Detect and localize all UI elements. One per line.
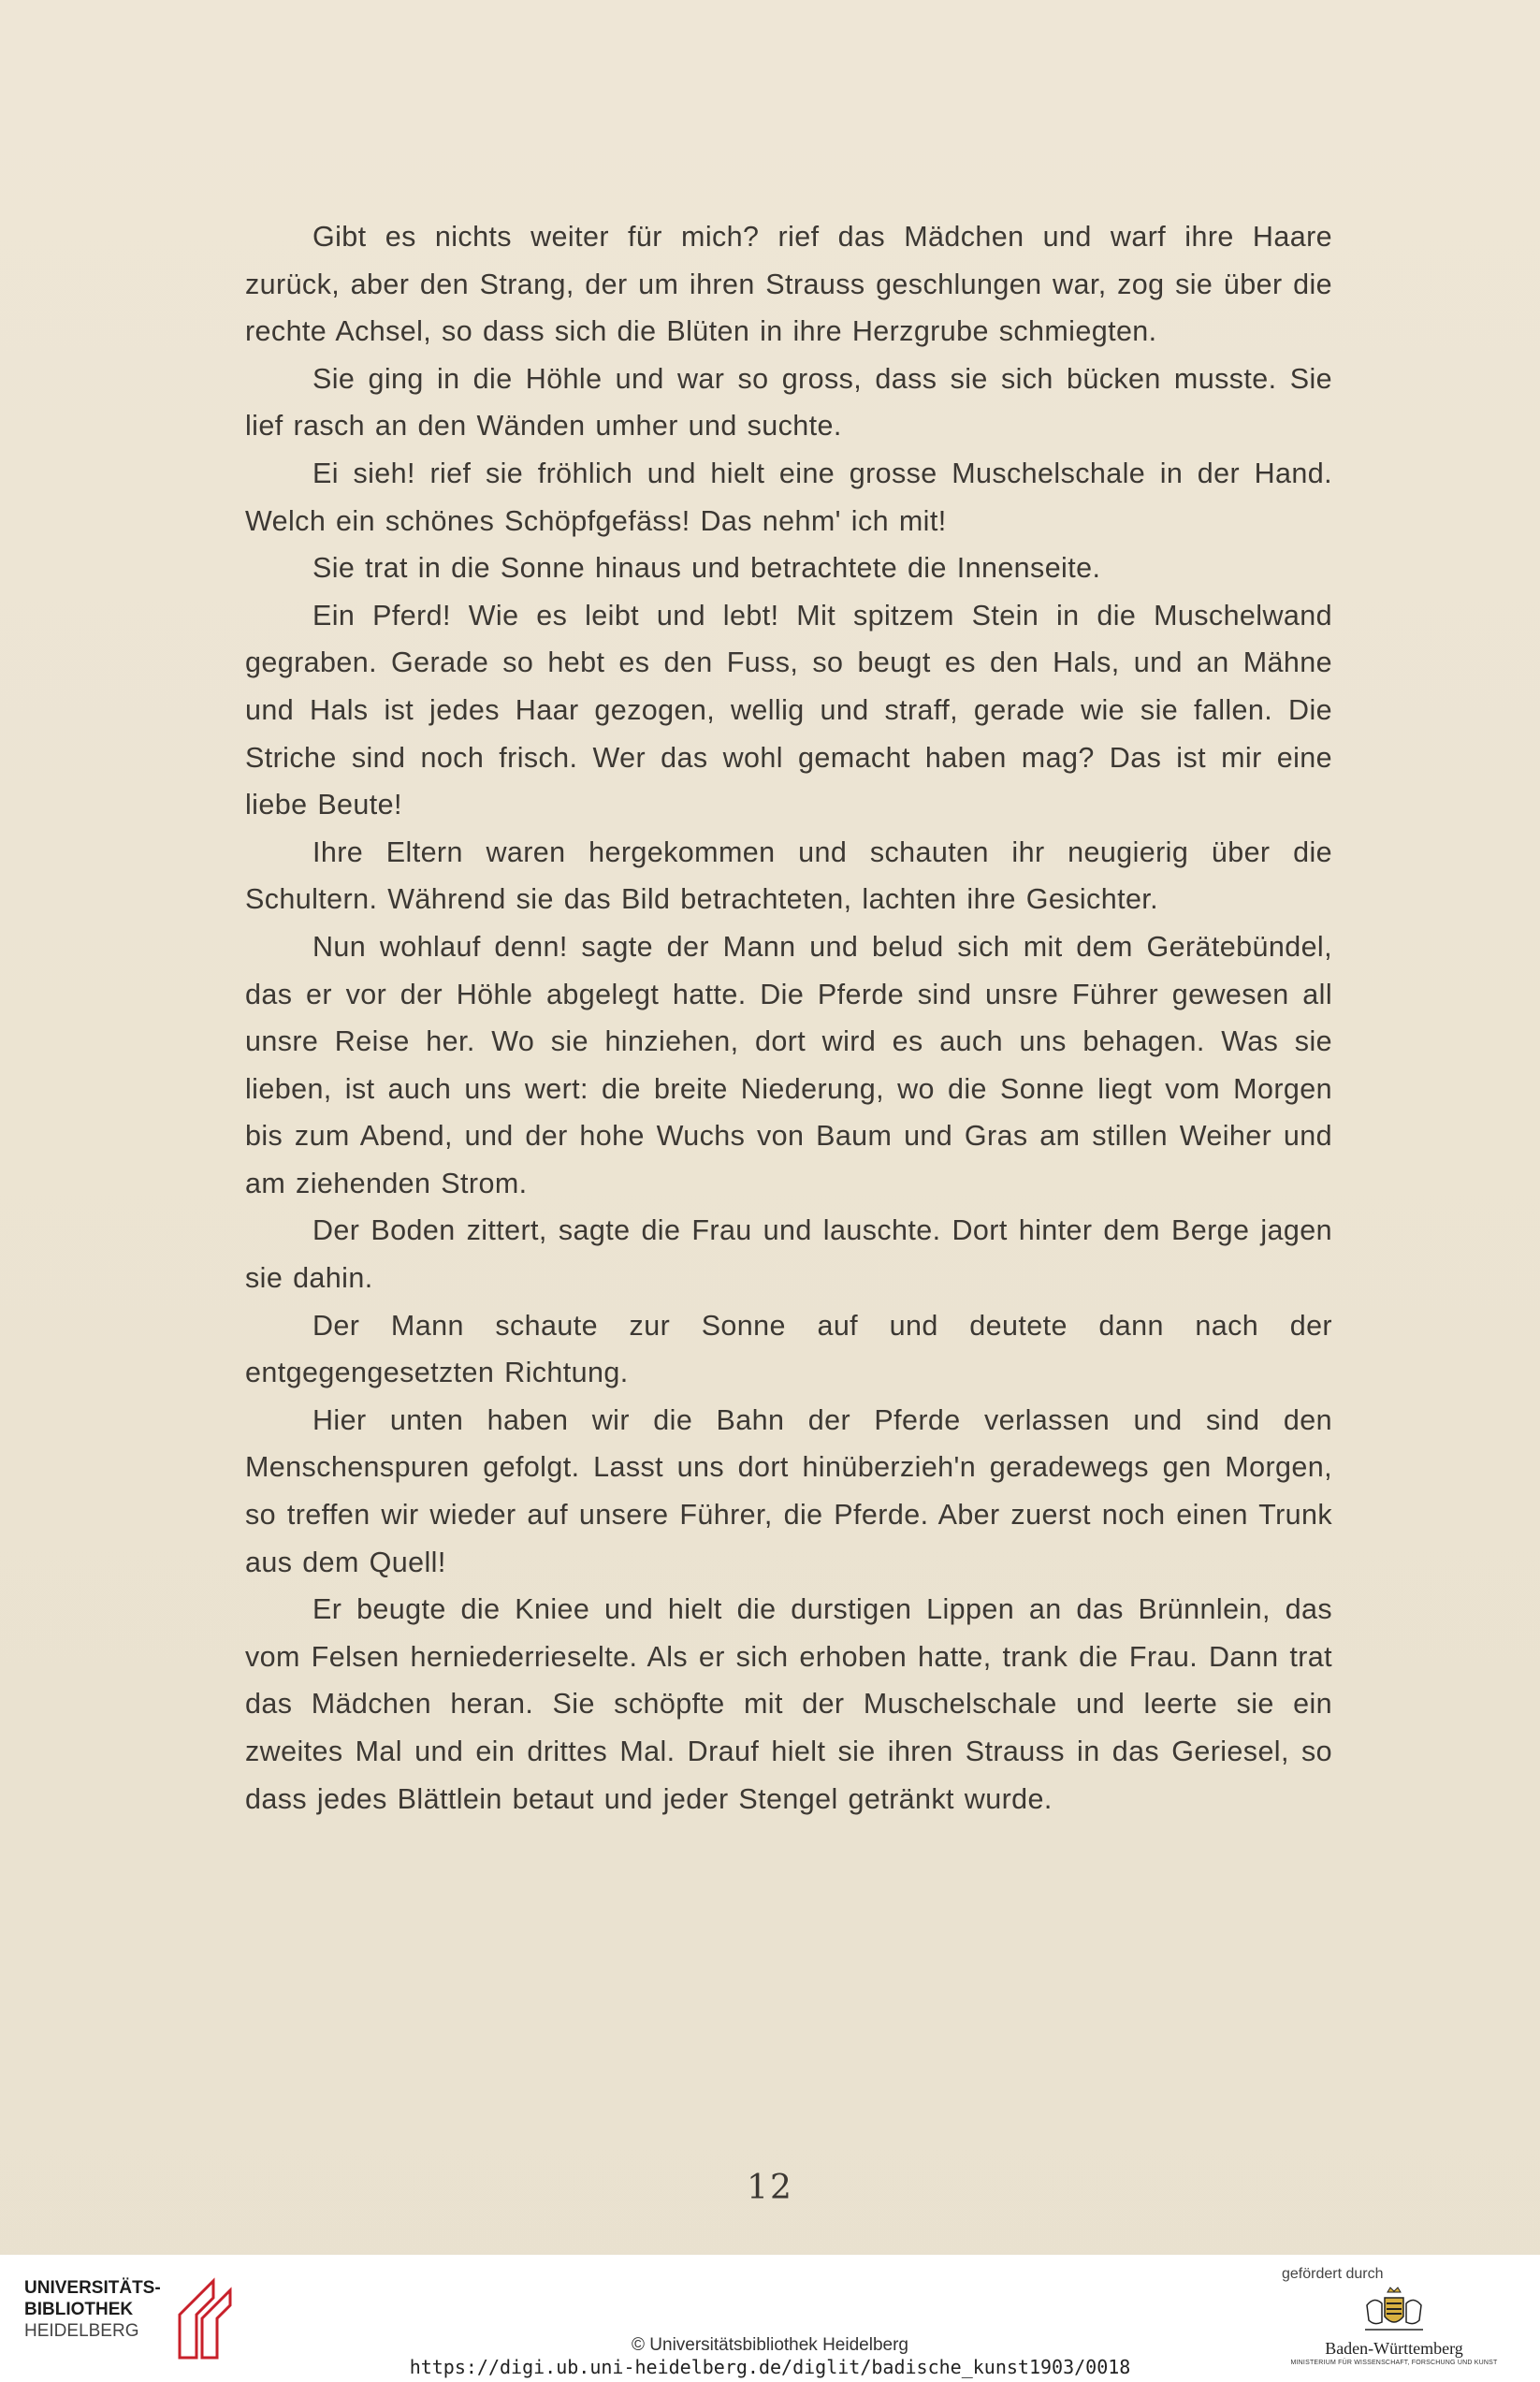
document-url-link[interactable]: https://digi.ub.uni-heidelberg.de/diglit/badische_kunst1903/0018 <box>409 2356 1131 2378</box>
paragraph: Ihre Eltern waren hergekommen und schauten ihr neugierig über die Schultern. Während sie das Bild betrachteten, lachten ihre Gesichter. <box>245 835 1332 916</box>
footer-bar <box>0 2255 1540 2382</box>
paragraph: Der Boden zittert, sagte die Frau und lauschte. Dort hinter dem Berge jagen sie dahin. <box>245 1214 1332 1295</box>
paragraph: Der Mann schaute zur Sonne auf und deutete dann nach der entgegengesetzten Richtung. <box>245 1309 1332 1389</box>
paragraph: Ei sieh! rief sie fröhlich und hielt eine grosse Muschelschale in der Hand. Welch ein schönes Schöpfgefäss! Das nehm' ich mit! <box>245 457 1332 537</box>
baden-wuerttemberg-crest-icon <box>1361 2285 1427 2337</box>
paragraph: Gibt es nichts weiter für mich? rief das Mädchen und warf ihre Haare zurück, aber den Strang, der um ihren Strauss geschlungen war, zog sie über die rechte Achsel, so dass sich die Blüten in ihre Herzgrube schmiegten. <box>245 221 1332 348</box>
paragraph: Sie ging in die Höhle und war so gross, dass sie sich bücken musste. Sie lief rasch an den Wänden umher und suchte. <box>245 362 1332 443</box>
paragraph: Sie trat in die Sonne hinaus und betrachtete die Innenseite. <box>312 552 1101 585</box>
sponsor-label: gefördert durch <box>1282 2266 1384 2282</box>
sponsor-block <box>1254 2266 1534 2378</box>
library-name-line2: BIBLIOTHEK <box>24 2300 134 2319</box>
copyright-text: © Universitätsbibliothek Heidelberg <box>632 2335 908 2355</box>
library-name-line1: UNIVERSITÄTS- <box>24 2278 161 2298</box>
sponsor-ministry: MINISTERIUM FÜR WISSENSCHAFT, FORSCHUNG UND KUNST <box>1290 2360 1498 2366</box>
paragraph: Ein Pferd! Wie es leibt und lebt! Mit spitzem Stein in die Muschelwand gegraben. Gerade so hebt es den Fuss, so beugt es den Hals, und an Mähne und Hals ist jedes Haar gezogen, wellig und straff, gerade wie sie fallen. Die Striche sind noch frisch. Wer das wohl gemacht haben mag? Das ist mir eine liebe Beute! <box>245 599 1332 821</box>
paragraph: Hier unten haben wir die Bahn der Pferde verlassen und sind den Menschenspuren gefolgt. Lasst uns dort hinüberzieh'n geradewegs gen Morgen, so treffen wir wieder auf unsere Führer, die Pferde. Aber zuerst noch einen Trunk aus dem Quell! <box>245 1403 1332 1578</box>
page-number: 12 <box>747 2169 793 2207</box>
body-text <box>245 213 1332 1823</box>
sponsor-name: Baden-Württemberg <box>1325 2339 1463 2358</box>
paragraph: Nun wohlauf denn! sagte der Mann und belud sich mit dem Gerätebündel, das er vor der Höhle abgelegt hatte. Die Pferde sind unsre Führer gewesen all unsre Reise her. Wo sie hinziehen, dort wird es auch uns behagen. Was sie lieben, ist auch uns wert: die breite Niederung, wo die Sonne liegt vom Morgen bis zum Abend, und der hohe Wuchs von Baum und Gras am stillen Weiher und am ziehenden Strom. <box>245 930 1332 1199</box>
paragraph: Er beugte die Kniee und hielt die durstigen Lippen an das Brünnlein, das vom Felsen herniederrieselte. Als er sich erhoben hatte, trank die Frau. Dann trat das Mädchen heran. Sie schöpfte mit der Muschelschale und leerte sie ein zweites Mal und ein drittes Mal. Drauf hielt sie ihren Strauss in das Geriesel, so dass jedes Blättlein betaut und jeder Stengel getränkt wurde. <box>245 1593 1332 1815</box>
library-name-line3: HEIDELBERG <box>24 2321 139 2341</box>
